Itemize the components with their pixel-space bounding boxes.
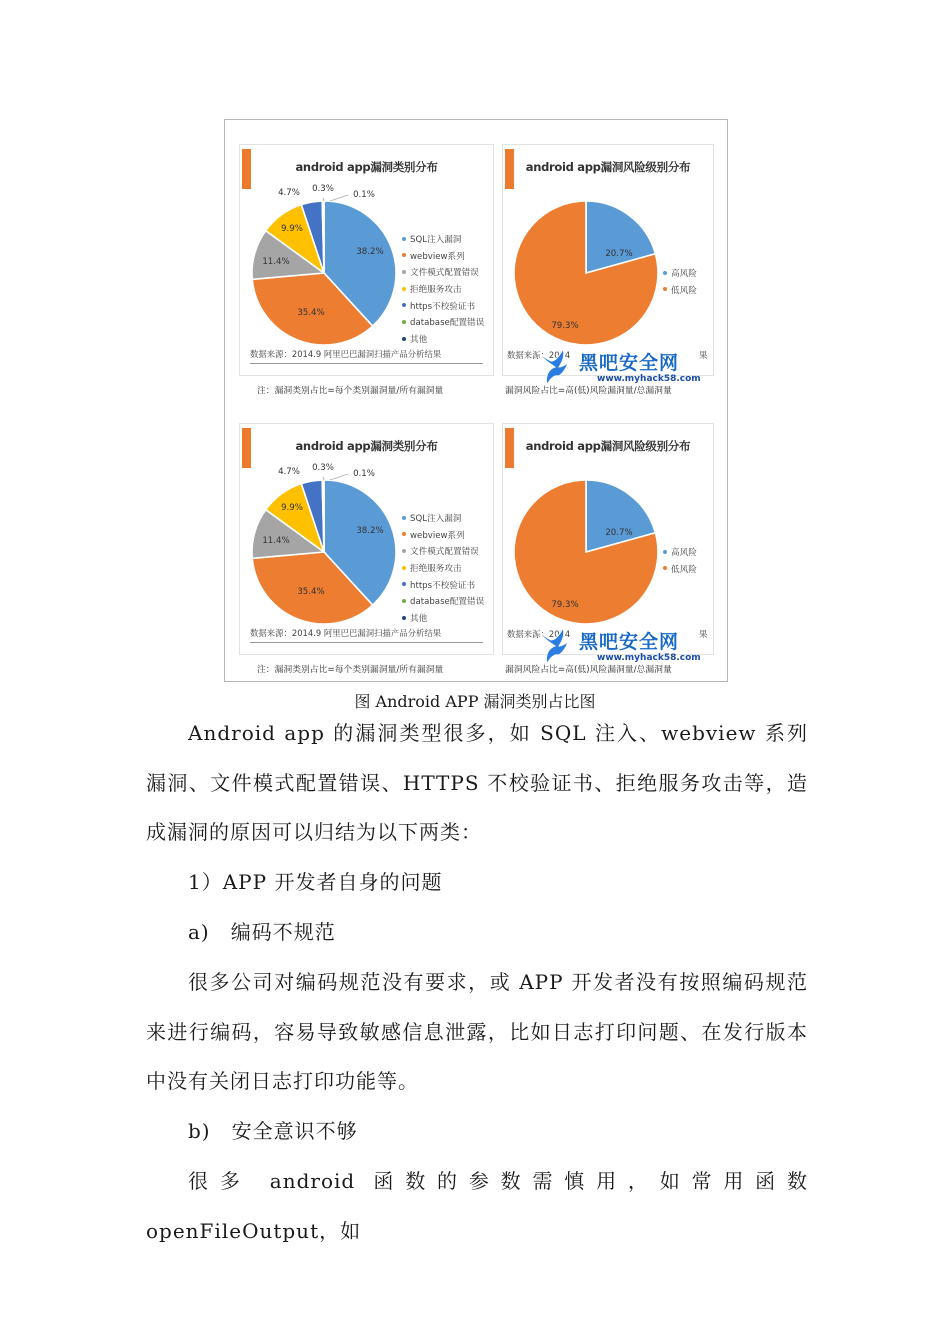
legend-item xyxy=(402,611,484,628)
watermark-text: 黑吧安全网 xyxy=(579,631,680,653)
legend-swatch xyxy=(402,582,406,586)
legend-label: webview系列 xyxy=(410,251,465,262)
legend-swatch xyxy=(402,253,406,257)
legend-swatch xyxy=(402,320,406,324)
watermark-url: www.myhack58.com xyxy=(597,374,701,384)
paragraph-coding: 很多公司对编码规范没有要求，或 APP 开发者没有按照编码规范来进行编码，容易导致敏感信息泄露，比如日志打印问题、在发行版本中没有关闭日志打印功能等。 xyxy=(146,970,808,1094)
legend-swatch xyxy=(663,271,667,275)
legend-swatch xyxy=(402,516,406,520)
chart-legend xyxy=(663,266,697,299)
legend-item xyxy=(402,544,484,561)
pie-data-label: 0.1% xyxy=(353,469,375,479)
legend-swatch xyxy=(402,337,406,341)
legend-label: database配置错误 xyxy=(410,318,485,329)
data-source-note: 数据来源：2014 xyxy=(507,350,571,360)
legend-swatch xyxy=(402,532,406,536)
legend-label: 文件模式配置错误 xyxy=(410,547,479,558)
legend-label: database配置错误 xyxy=(410,597,485,608)
legend-item xyxy=(402,561,484,578)
legend-swatch xyxy=(402,287,406,291)
risk-pie-chart xyxy=(503,145,715,377)
legend-swatch xyxy=(402,303,406,307)
legend-item xyxy=(663,283,697,300)
pie-data-label: 35.4% xyxy=(297,587,325,597)
chart-panel-categories xyxy=(239,144,494,376)
figure-half-bottom xyxy=(225,399,727,680)
source-divider xyxy=(250,642,483,643)
chart-panel-categories xyxy=(239,423,494,655)
pie-data-label: 0.3% xyxy=(312,463,334,473)
pie-data-label: 35.4% xyxy=(297,308,325,318)
figure-image xyxy=(224,119,728,682)
legend-swatch xyxy=(402,270,406,274)
legend-item xyxy=(663,266,697,283)
pie-data-label: 20.7% xyxy=(605,249,633,259)
legend-swatch xyxy=(402,599,406,603)
legend-swatch xyxy=(402,616,406,620)
paragraph-intro: Android app 的漏洞类型很多，如 SQL 注入、webview 系列漏洞、文件模式配置错误、HTTPS 不校验证书、拒绝服务攻击等，造成漏洞的原因可以归结为以下两类： xyxy=(146,721,808,845)
legend-item xyxy=(402,578,484,595)
chart-title: android app漏洞风险级别分布 xyxy=(525,160,691,174)
legend-item xyxy=(663,562,697,579)
legend-item xyxy=(402,528,484,545)
legend-label: 高风险 xyxy=(671,548,697,558)
legend-item xyxy=(402,232,484,249)
legend-label: 低风险 xyxy=(671,564,697,575)
chart-panel-risk xyxy=(502,423,714,663)
source-divider xyxy=(250,363,483,364)
legend-label: SQL注入漏洞 xyxy=(410,235,462,245)
legend-label: 高风险 xyxy=(671,269,697,279)
legend-item xyxy=(402,299,484,316)
legend-item xyxy=(402,265,484,282)
legend-swatch xyxy=(402,566,406,570)
paragraph-item-a: a) 编码不规范 xyxy=(188,920,336,944)
legend-item xyxy=(402,332,484,349)
pie-data-label: 9.9% xyxy=(281,503,303,513)
legend-item xyxy=(402,282,484,299)
legend-item xyxy=(402,249,484,266)
pie-data-label: 20.7% xyxy=(605,528,633,538)
legend-label: webview系列 xyxy=(410,530,465,541)
watermark-url: www.myhack58.com xyxy=(597,653,701,663)
legend-item xyxy=(402,315,484,332)
figure-half-top xyxy=(225,120,727,401)
risk-ratio-note: 漏洞风险占比=高(低)风险漏洞量/总漏洞量 xyxy=(505,665,672,675)
paragraph-item-b: b) 安全意识不够 xyxy=(188,1119,358,1143)
risk-ratio-note: 漏洞风险占比=高(低)风险漏洞量/总漏洞量 xyxy=(505,386,672,396)
legend-swatch xyxy=(402,237,406,241)
legend-label: 拒绝服务攻击 xyxy=(410,564,462,575)
legend-label: https不校验证书 xyxy=(410,301,476,312)
risk-pie-chart xyxy=(503,424,715,656)
legend-swatch xyxy=(663,287,667,291)
pie-data-label: 11.4% xyxy=(262,536,290,546)
legend-swatch xyxy=(663,566,667,570)
chart-title: android app漏洞类别分布 xyxy=(295,439,438,453)
data-source-note-tail: 果 xyxy=(699,629,708,639)
legend-label: 低风险 xyxy=(671,285,697,296)
pie-data-label: 38.2% xyxy=(356,247,384,257)
legend-label: 其他 xyxy=(410,614,428,625)
pie-data-label: 79.3% xyxy=(551,321,579,331)
legend-item xyxy=(402,511,484,528)
category-ratio-note: 注：漏洞类别占比=每个类别漏洞量/所有漏洞量 xyxy=(257,386,444,396)
legend-label: 文件模式配置错误 xyxy=(410,268,479,279)
pie-data-label: 4.7% xyxy=(278,188,300,198)
data-source-note-tail: 果 xyxy=(699,350,708,360)
category-ratio-note: 注：漏洞类别占比=每个类别漏洞量/所有漏洞量 xyxy=(257,665,444,675)
chart-legend xyxy=(402,511,484,628)
watermark-text: 黑吧安全网 xyxy=(579,352,680,374)
pie-data-label: 38.2% xyxy=(356,526,384,536)
paragraph-functions: 很多 android 函数的参数需慎用，如常用函数 openFileOutput，如 xyxy=(146,1169,808,1243)
legend-swatch xyxy=(402,549,406,553)
pie-data-label: 11.4% xyxy=(262,257,290,267)
paragraph-heading-1: 1）APP 开发者自身的问题 xyxy=(188,870,443,894)
data-source-note: 数据来源：2014 xyxy=(507,629,571,639)
pie-data-label: 4.7% xyxy=(278,467,300,477)
pie-data-label: 0.3% xyxy=(312,184,334,194)
chart-title: android app漏洞风险级别分布 xyxy=(525,439,691,453)
pie-data-label: 79.3% xyxy=(551,600,579,610)
legend-label: SQL注入漏洞 xyxy=(410,514,462,524)
chart-legend xyxy=(663,545,697,578)
data-source-note: 数据来源：2014.9 阿里巴巴漏洞扫描产品分析结果 xyxy=(250,628,442,638)
pie-data-label: 9.9% xyxy=(281,224,303,234)
legend-label: 拒绝服务攻击 xyxy=(410,285,462,296)
chart-panel-risk xyxy=(502,144,714,384)
data-source-note: 数据来源：2014.9 阿里巴巴漏洞扫描产品分析结果 xyxy=(250,349,442,359)
legend-item xyxy=(402,594,484,611)
chart-title: android app漏洞类别分布 xyxy=(295,160,438,174)
legend-swatch xyxy=(663,550,667,554)
pie-data-label: 0.1% xyxy=(353,190,375,200)
chart-legend xyxy=(402,232,484,349)
figure-caption: 图 Android APP 漏洞类别占比图 xyxy=(354,692,596,711)
legend-label: https不校验证书 xyxy=(410,580,476,591)
legend-label: 其他 xyxy=(410,335,428,346)
legend-item xyxy=(663,545,697,562)
